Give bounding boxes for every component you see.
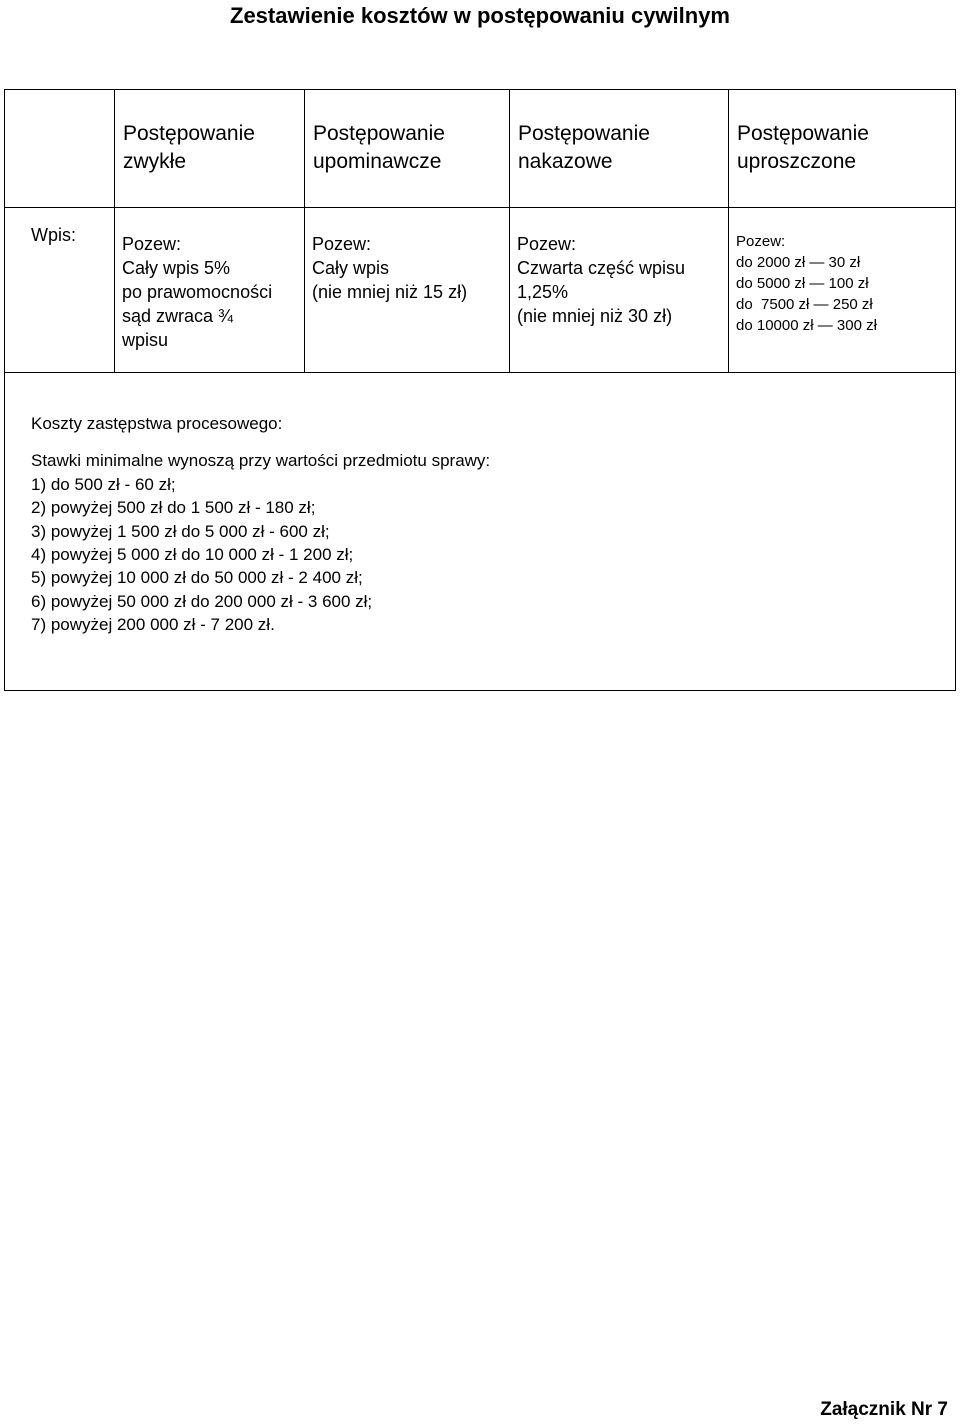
row-divider-1 [5, 207, 955, 208]
koszty-intro: Stawki minimalne wynoszą przy wartości przedmiotu sprawy: [31, 451, 491, 471]
wpis-nakazowe-heading: Pozew: [517, 234, 577, 254]
koszty-item-6: 6) powyżej 50 000 zł do 200 000 zł - 3 600 zł; [31, 591, 373, 611]
wpis-zwykle-line-3: sąd zwraca ¾ [122, 306, 234, 326]
wpis-uproszczone-line-2: do 5000 zł — 100 zł [736, 275, 869, 292]
wpis-uproszczone-line-1: do 2000 zł — 30 zł [736, 254, 861, 271]
wpis-zwykle-line-2: po prawomocności [122, 282, 273, 302]
wpis-uproszczone-heading: Pozew: [736, 233, 786, 250]
wpis-nakazowe-line-3: (nie mniej niż 30 zł) [517, 306, 673, 326]
koszty-section [31, 412, 490, 637]
column-divider-1 [114, 90, 115, 372]
koszty-item-5: 5) powyżej 10 000 zł do 50 000 zł - 2 400 zł; [31, 568, 363, 588]
column-header-upominawcze: Postępowanie upominawcze [313, 122, 445, 173]
koszty-item-2: 2) powyżej 500 zł do 1 500 zł - 180 zł; [31, 498, 316, 518]
wpis-label: Wpis: [31, 225, 76, 245]
wpis-zwykle-line-1: Cały wpis 5% [122, 258, 231, 278]
koszty-item-1: 1) do 500 zł - 60 zł; [31, 474, 176, 494]
wpis-uproszczone-line-4: do 10000 zł — 300 zł [736, 317, 877, 334]
koszty-item-3: 3) powyżej 1 500 zł do 5 000 zł - 600 zł; [31, 521, 330, 541]
column-header-nakazowe: Postępowanie nakazowe [518, 122, 650, 173]
koszty-heading: Koszty zastępstwa procesowego: [31, 414, 283, 433]
column-header-uproszczone: Postępowanie uproszczone [737, 122, 869, 173]
wpis-uproszczone-line-3: do 7500 zł — 250 zł [736, 296, 873, 313]
wpis-zwykle-line-4: wpisu [122, 330, 169, 350]
costs-table [4, 89, 956, 691]
wpis-upominawcze-line-1: Cały wpis [312, 258, 390, 278]
koszty-item-4: 4) powyżej 5 000 zł do 10 000 zł - 1 200 zł; [31, 545, 354, 565]
attachment-label: Załącznik Nr 7 [820, 1399, 948, 1420]
column-divider-4 [728, 90, 729, 372]
wpis-upominawcze-line-2: (nie mniej niż 15 zł) [312, 282, 468, 302]
wpis-nakazowe-line-1: Czwarta część wpisu [517, 258, 686, 278]
column-header-zwykle: Postępowanie zwykłe [123, 122, 255, 173]
wpis-upominawcze-cell [312, 232, 509, 304]
wpis-nakazowe-line-2: 1,25% [517, 282, 569, 302]
row-divider-2 [5, 372, 955, 373]
koszty-item-7: 7) powyżej 200 000 zł - 7 200 zł. [31, 615, 275, 635]
wpis-zwykle-heading: Pozew: [122, 234, 182, 254]
wpis-zwykle-cell [122, 232, 304, 352]
column-divider-3 [509, 90, 510, 372]
column-divider-2 [304, 90, 305, 372]
document-title: Zestawienie kosztów w postępowaniu cywilnym [230, 3, 730, 28]
wpis-nakazowe-cell [517, 232, 728, 328]
wpis-upominawcze-heading: Pozew: [312, 234, 372, 254]
wpis-uproszczone-cell [736, 231, 951, 336]
